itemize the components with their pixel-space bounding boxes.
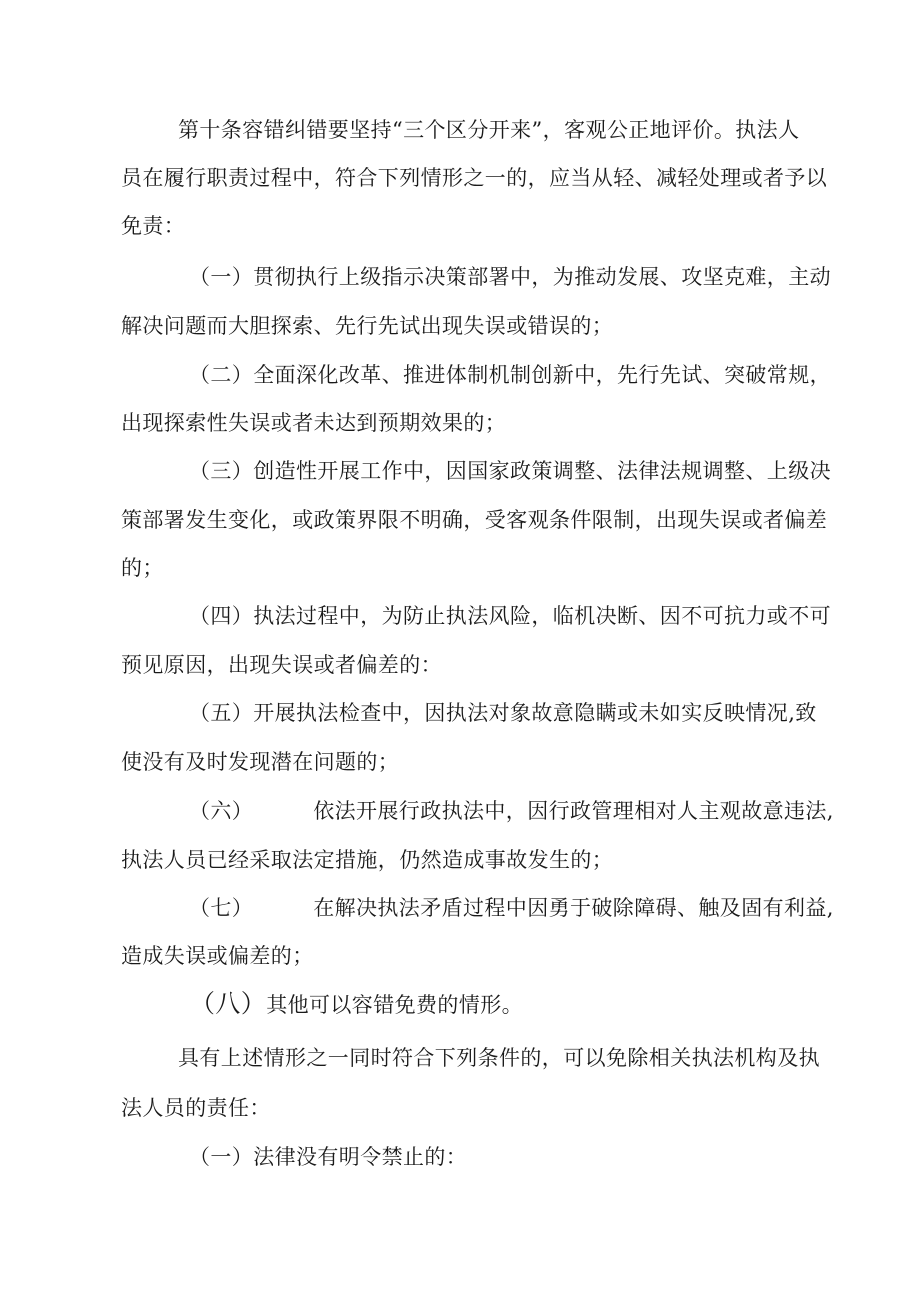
- item-2-text: 全面深化改革、推进体制机制创新中，先行先试、突破常规，: [253, 363, 832, 387]
- exemption-line-1: 具有上述情形之一同时符合下列条件的，可以免除相关执法机构及执: [178, 1046, 820, 1070]
- item-8-line-1: [190, 989, 523, 1020]
- item-4-text: 执法过程中，为防止执法风险，临机决断、因不可抗力或不可: [253, 604, 832, 628]
- item-4-label: （四）: [189, 604, 254, 628]
- item-6-line-2: 执法人员已经采取法定措施，仍然造成事故发生的；: [121, 848, 614, 872]
- article-ten-line-1: 第十条容错纠错要坚持“三个区分开来”，客观公正地评价。执法人: [178, 118, 800, 142]
- item-7-text: 在解决执法矛盾过程中因勇于破除障碍、触及固有利益,: [313, 896, 834, 920]
- item-5-text: 开展执法检查中，因执法对象故意隐瞒或未如实反映情况,致: [253, 701, 817, 725]
- item-5-line-2: 使没有及时发现潜在问题的；: [121, 750, 400, 774]
- item-1-line-2: 解决问题而大胆探索、先行先试出现失误或错误的；: [121, 314, 614, 338]
- item-4-line-2: 预见原因，出现失误或者偏差的：: [121, 653, 442, 677]
- item-2-label: （二）: [189, 363, 254, 387]
- item-1-line-1: [189, 262, 831, 292]
- item-3-label: （三）: [189, 459, 254, 483]
- article-ten-line-3: 免责：: [121, 214, 186, 238]
- item-7-line-1: [189, 893, 834, 923]
- item-6-label: （六）: [189, 799, 254, 823]
- item-6-line-1: [189, 796, 834, 826]
- condition-1-text: 法律没有明令禁止的：: [253, 1145, 468, 1169]
- item-3-line-3: 的；: [121, 556, 164, 580]
- item-8-text: 其他可以容错免费的情形。: [266, 993, 524, 1017]
- item-2-line-1: [189, 360, 831, 390]
- item-1-label: （一）: [189, 265, 254, 289]
- item-7-line-2: 造成失误或偏差的；: [121, 944, 314, 968]
- item-2-line-2: 出现探索性失误或者未达到预期效果的；: [121, 411, 507, 435]
- item-5-label: （五）: [189, 701, 254, 725]
- item-3-line-2: 策部署发生变化，或政策界限不明确，受客观条件限制，出现失误或者偏差: [121, 508, 828, 532]
- exemption-line-2: 法人员的责任：: [121, 1096, 271, 1120]
- item-5-line-1: [189, 698, 817, 728]
- item-3-line-1: [189, 456, 831, 486]
- article-ten-line-2: 员在履行职责过程中，符合下列情形之一的，应当从轻、减轻处理或者予以: [121, 166, 828, 190]
- item-4-line-1: [189, 601, 831, 631]
- item-8-label: （八）: [190, 989, 267, 1018]
- item-3-text: 创造性开展工作中，因国家政策调整、法律法规调整、上级决: [253, 459, 832, 483]
- condition-1-line: [189, 1142, 467, 1172]
- condition-1-label: （一）: [189, 1145, 254, 1169]
- item-1-text: 贯彻执行上级指示决策部署中，为推动发展、攻坚克难，主动: [253, 265, 832, 289]
- item-6-text: 依法开展行政执法中，因行政管理相对人主观故意违法,: [313, 799, 834, 823]
- item-7-label: （七）: [189, 896, 254, 920]
